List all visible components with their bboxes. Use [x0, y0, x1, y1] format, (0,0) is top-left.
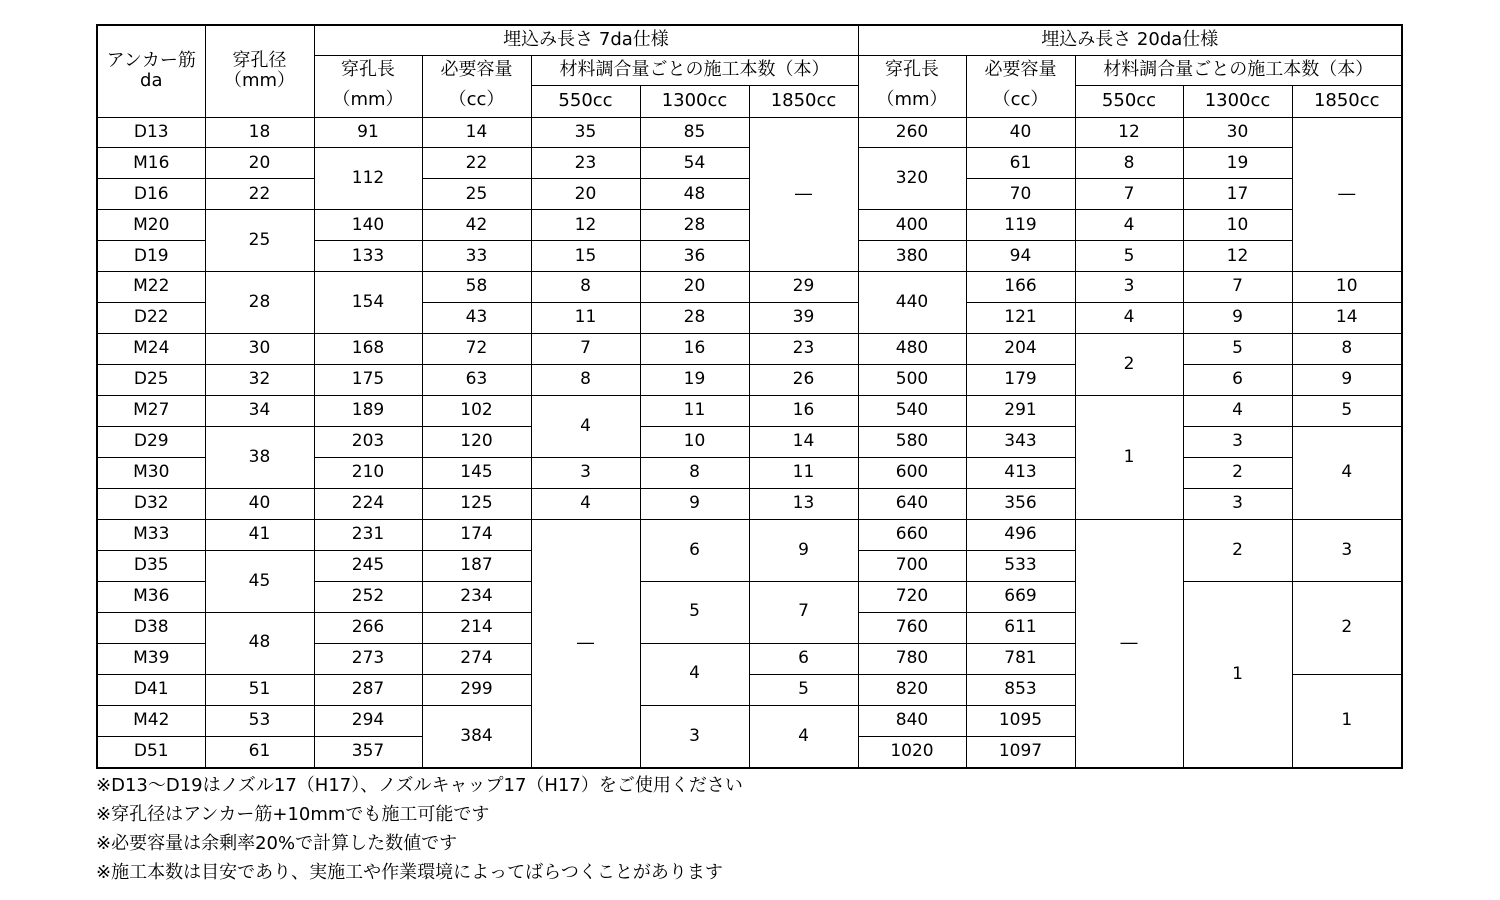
cell-1850cc-20da: 8 [1292, 334, 1402, 365]
cell-hole-dia: 22 [205, 179, 314, 210]
cell-anchor: M33 [97, 519, 205, 550]
cell-1850cc-7da: 5 [749, 674, 858, 705]
cell-volume-7da: 33 [422, 241, 531, 272]
cell-volume-7da: 22 [422, 148, 531, 179]
cell-1300cc-7da: 28 [640, 303, 749, 334]
cell-1300cc-20da: 9 [1183, 303, 1292, 334]
cell-hole-len-20da: 640 [858, 488, 966, 519]
cell-volume-7da: 299 [422, 674, 531, 705]
cell-550cc-7da: 8 [531, 272, 640, 303]
cell-hole-len-20da: 720 [858, 581, 966, 612]
cell-volume-7da: 274 [422, 643, 531, 674]
cell-1300cc-20da: 12 [1183, 241, 1292, 272]
cell-550cc-7da: 3 [531, 457, 640, 488]
cell-anchor: M20 [97, 210, 205, 241]
cell-1300cc-7da: 48 [640, 179, 749, 210]
cell-volume-20da: 496 [966, 519, 1075, 550]
cell-hole-len-7da: 91 [314, 117, 422, 148]
cell-1850cc-7da: 39 [749, 303, 858, 334]
cell-1850cc-7da: 16 [749, 396, 858, 427]
table-row [97, 117, 1402, 148]
cell-hole-len-20da: 700 [858, 550, 966, 581]
cell-1850cc-20da: 4 [1292, 427, 1402, 520]
cell-anchor: D25 [97, 365, 205, 396]
cell-550cc-7da: 23 [531, 148, 640, 179]
cell-550cc-7da: 4 [531, 396, 640, 458]
cell-volume-7da: 58 [422, 272, 531, 303]
cell-1850cc-20da: 10 [1292, 272, 1402, 303]
cell-hole-dia: 30 [205, 334, 314, 365]
cell-volume-20da: 119 [966, 210, 1075, 241]
cell-volume-7da: 187 [422, 550, 531, 581]
cell-volume-7da: 145 [422, 457, 531, 488]
cell-1300cc-7da: 5 [640, 581, 749, 643]
cell-hole-len-7da: 231 [314, 519, 422, 550]
footnote-hole-dia: ※穿孔径はアンカー筋+10mmでも施工可能です [96, 804, 490, 825]
cell-1300cc-20da: 4 [1183, 396, 1292, 427]
cell-hole-len-20da: 540 [858, 396, 966, 427]
cell-550cc-7da: 15 [531, 241, 640, 272]
cell-1850cc-7da: 29 [749, 272, 858, 303]
cell-1850cc-7da: 11 [749, 457, 858, 488]
cell-1850cc-7da: 13 [749, 488, 858, 519]
table-row [97, 396, 1402, 427]
cell-1850cc-20da: 5 [1292, 396, 1402, 427]
cell-anchor: D22 [97, 303, 205, 334]
header-volume-unit-20da: （cc） [966, 85, 1075, 117]
cell-1300cc-7da: 54 [640, 148, 749, 179]
cell-hole-len-20da: 660 [858, 519, 966, 550]
footnote-volume: ※必要容量は余剰率20%で計算した数値です [96, 833, 458, 854]
cell-volume-7da: 120 [422, 427, 531, 458]
table-row [97, 334, 1402, 365]
cell-1300cc-7da: 10 [640, 427, 749, 458]
cell-anchor: M42 [97, 705, 205, 736]
cell-1300cc-7da: 28 [640, 210, 749, 241]
cell-volume-20da: 413 [966, 457, 1075, 488]
cell-1850cc-20da: 9 [1292, 365, 1402, 396]
cell-hole-dia: 51 [205, 674, 314, 705]
cell-hole-len-7da: 203 [314, 427, 422, 458]
cell-hole-len-7da: 168 [314, 334, 422, 365]
cell-hole-len-7da: 273 [314, 643, 422, 674]
cell-hole-len-20da: 320 [858, 148, 966, 210]
header-hole-len-7da: 穿孔長 [314, 55, 422, 85]
cell-1300cc-20da: 30 [1183, 117, 1292, 148]
cell-550cc-7da: 11 [531, 303, 640, 334]
cell-1850cc-20da: 14 [1292, 303, 1402, 334]
cell-550cc-20da: 4 [1075, 210, 1183, 241]
cell-hole-len-20da: 780 [858, 643, 966, 674]
cell-volume-7da: 63 [422, 365, 531, 396]
cell-1300cc-20da: 3 [1183, 427, 1292, 458]
cell-anchor: D19 [97, 241, 205, 272]
cell-volume-7da: 42 [422, 210, 531, 241]
header-count-7da: 材料調合量ごとの施工本数（本） [531, 55, 858, 85]
cell-1300cc-20da: 2 [1183, 519, 1292, 581]
cell-volume-7da: 125 [422, 488, 531, 519]
cell-hole-dia: 28 [205, 272, 314, 334]
footnotes [96, 771, 1396, 887]
cell-hole-dia: 34 [205, 396, 314, 427]
cell-1850cc-20da: 2 [1292, 581, 1402, 674]
cell-hole-len-7da: 287 [314, 674, 422, 705]
cell-hole-len-20da: 260 [858, 117, 966, 148]
cell-volume-7da: 25 [422, 179, 531, 210]
cell-volume-20da: 61 [966, 148, 1075, 179]
table-row [97, 365, 1402, 396]
cell-volume-20da: 611 [966, 612, 1075, 643]
cell-1850cc-7da: 14 [749, 427, 858, 458]
cell-550cc-7da: 35 [531, 117, 640, 148]
cell-volume-7da: 102 [422, 396, 531, 427]
cell-hole-len-7da: 294 [314, 705, 422, 736]
cell-hole-dia: 18 [205, 117, 314, 148]
cell-volume-7da: 43 [422, 303, 531, 334]
cell-hole-len-7da: 210 [314, 457, 422, 488]
cell-hole-len-20da: 480 [858, 334, 966, 365]
header-550cc-7da: 550cc [531, 85, 640, 117]
header-1850cc-7da: 1850cc [749, 85, 858, 117]
cell-volume-20da: 291 [966, 396, 1075, 427]
cell-550cc-20da: 3 [1075, 272, 1183, 303]
cell-hole-len-7da: 245 [314, 550, 422, 581]
cell-1850cc-7da: 23 [749, 334, 858, 365]
cell-1850cc-7da: 6 [749, 643, 858, 674]
cell-550cc-7da: ― [531, 519, 640, 768]
cell-550cc-20da: ― [1075, 519, 1183, 768]
cell-550cc-20da: 4 [1075, 303, 1183, 334]
cell-hole-len-7da: 140 [314, 210, 422, 241]
cell-hole-dia: 48 [205, 612, 314, 674]
cell-550cc-7da: 7 [531, 334, 640, 365]
cell-1850cc-7da: 9 [749, 519, 858, 581]
cell-volume-20da: 166 [966, 272, 1075, 303]
cell-1850cc-7da: 4 [749, 705, 858, 768]
cell-550cc-20da: 12 [1075, 117, 1183, 148]
cell-1300cc-20da: 19 [1183, 148, 1292, 179]
cell-hole-dia: 53 [205, 705, 314, 736]
cell-hole-len-20da: 500 [858, 365, 966, 396]
cell-hole-len-20da: 840 [858, 705, 966, 736]
cell-volume-20da: 853 [966, 674, 1075, 705]
cell-anchor: M24 [97, 334, 205, 365]
cell-volume-20da: 121 [966, 303, 1075, 334]
footnote-count: ※施工本数は目安であり、実施工や作業環境によってばらつくことがあります [96, 862, 723, 883]
cell-hole-len-7da: 357 [314, 736, 422, 768]
cell-1300cc-20da: 5 [1183, 334, 1292, 365]
header-1300cc-7da: 1300cc [640, 85, 749, 117]
cell-anchor: D41 [97, 674, 205, 705]
cell-550cc-20da: 2 [1075, 334, 1183, 396]
cell-anchor: D38 [97, 612, 205, 643]
cell-anchor: D13 [97, 117, 205, 148]
table-row [97, 519, 1402, 550]
cell-volume-20da: 70 [966, 179, 1075, 210]
cell-550cc-7da: 20 [531, 179, 640, 210]
cell-1300cc-7da: 16 [640, 334, 749, 365]
cell-hole-len-7da: 112 [314, 148, 422, 210]
cell-hole-len-7da: 224 [314, 488, 422, 519]
cell-hole-dia: 38 [205, 427, 314, 489]
cell-hole-dia: 40 [205, 488, 314, 519]
cell-1300cc-7da: 11 [640, 396, 749, 427]
cell-hole-len-7da: 154 [314, 272, 422, 334]
cell-1850cc-20da: ― [1292, 117, 1402, 272]
cell-1300cc-20da: 6 [1183, 365, 1292, 396]
header-hole-dia: 穿孔径 （mm） [205, 25, 314, 117]
cell-hole-dia: 45 [205, 550, 314, 612]
cell-volume-20da: 343 [966, 427, 1075, 458]
cell-hole-len-20da: 580 [858, 427, 966, 458]
header-volume-unit-7da: （cc） [422, 85, 531, 117]
cell-hole-len-20da: 760 [858, 612, 966, 643]
cell-anchor: D32 [97, 488, 205, 519]
cell-550cc-7da: 8 [531, 365, 640, 396]
cell-1300cc-7da: 8 [640, 457, 749, 488]
header-count-20da: 材料調合量ごとの施工本数（本） [1075, 55, 1402, 85]
cell-volume-20da: 204 [966, 334, 1075, 365]
cell-550cc-20da: 7 [1075, 179, 1183, 210]
cell-hole-len-7da: 189 [314, 396, 422, 427]
cell-550cc-20da: 8 [1075, 148, 1183, 179]
cell-volume-20da: 1095 [966, 705, 1075, 736]
cell-anchor: M30 [97, 457, 205, 488]
cell-volume-20da: 179 [966, 365, 1075, 396]
header-spec-20da: 埋込み長さ 20da仕様 [858, 25, 1402, 55]
cell-anchor: M16 [97, 148, 205, 179]
cell-volume-7da: 384 [422, 705, 531, 768]
cell-550cc-20da: 1 [1075, 396, 1183, 520]
header-volume-7da: 必要容量 [422, 55, 531, 85]
header-1300cc-20da: 1300cc [1183, 85, 1292, 117]
cell-anchor: M36 [97, 581, 205, 612]
cell-hole-dia: 32 [205, 365, 314, 396]
cell-hole-dia: 61 [205, 736, 314, 768]
cell-1300cc-20da: 17 [1183, 179, 1292, 210]
cell-1300cc-7da: 3 [640, 705, 749, 768]
cell-volume-20da: 669 [966, 581, 1075, 612]
header-hole-len-unit-20da: （mm） [858, 85, 966, 117]
cell-volume-7da: 174 [422, 519, 531, 550]
cell-anchor: D35 [97, 550, 205, 581]
cell-hole-len-20da: 600 [858, 457, 966, 488]
cell-1300cc-20da: 10 [1183, 210, 1292, 241]
cell-volume-7da: 72 [422, 334, 531, 365]
cell-volume-20da: 356 [966, 488, 1075, 519]
cell-hole-len-7da: 266 [314, 612, 422, 643]
anchor-spec-table [96, 24, 1403, 769]
cell-volume-20da: 781 [966, 643, 1075, 674]
header-volume-20da: 必要容量 [966, 55, 1075, 85]
cell-1850cc-7da: ― [749, 117, 858, 272]
cell-1300cc-7da: 9 [640, 488, 749, 519]
cell-hole-dia: 41 [205, 519, 314, 550]
cell-1300cc-7da: 4 [640, 643, 749, 705]
cell-1850cc-7da: 7 [749, 581, 858, 643]
cell-anchor: D16 [97, 179, 205, 210]
cell-1850cc-20da: 3 [1292, 519, 1402, 581]
cell-1300cc-7da: 36 [640, 241, 749, 272]
cell-anchor: D29 [97, 427, 205, 458]
cell-1300cc-7da: 6 [640, 519, 749, 581]
header-1850cc-20da: 1850cc [1292, 85, 1402, 117]
cell-1300cc-20da: 3 [1183, 488, 1292, 519]
header-hole-len-unit-7da: （mm） [314, 85, 422, 117]
header-hole-len-20da: 穿孔長 [858, 55, 966, 85]
cell-hole-dia: 20 [205, 148, 314, 179]
cell-anchor: M39 [97, 643, 205, 674]
cell-hole-len-7da: 175 [314, 365, 422, 396]
footnote-nozzle: ※D13～D19はノズル17（H17）、ノズルキャップ17（H17）をご使用ください [96, 775, 743, 796]
cell-anchor: M22 [97, 272, 205, 303]
cell-hole-len-20da: 400 [858, 210, 966, 241]
cell-1300cc-7da: 19 [640, 365, 749, 396]
cell-hole-len-7da: 133 [314, 241, 422, 272]
cell-volume-20da: 533 [966, 550, 1075, 581]
table-row [97, 272, 1402, 303]
cell-hole-len-20da: 1020 [858, 736, 966, 768]
cell-volume-20da: 40 [966, 117, 1075, 148]
cell-1300cc-7da: 20 [640, 272, 749, 303]
cell-550cc-7da: 4 [531, 488, 640, 519]
table-row [97, 488, 1402, 519]
cell-1300cc-20da: 7 [1183, 272, 1292, 303]
cell-hole-len-20da: 440 [858, 272, 966, 334]
cell-550cc-7da: 12 [531, 210, 640, 241]
cell-hole-dia: 25 [205, 210, 314, 272]
cell-hole-len-20da: 380 [858, 241, 966, 272]
cell-anchor: D51 [97, 736, 205, 768]
cell-volume-20da: 1097 [966, 736, 1075, 768]
cell-hole-len-7da: 252 [314, 581, 422, 612]
cell-1300cc-20da: 2 [1183, 457, 1292, 488]
cell-1300cc-20da: 1 [1183, 581, 1292, 768]
cell-1850cc-7da: 26 [749, 365, 858, 396]
header-anchor: アンカー筋 da [97, 25, 205, 117]
header-spec-7da: 埋込み長さ 7da仕様 [314, 25, 858, 55]
cell-550cc-20da: 5 [1075, 241, 1183, 272]
cell-1300cc-7da: 85 [640, 117, 749, 148]
cell-volume-20da: 94 [966, 241, 1075, 272]
table-row [97, 427, 1402, 458]
cell-volume-7da: 214 [422, 612, 531, 643]
cell-anchor: M27 [97, 396, 205, 427]
cell-volume-7da: 14 [422, 117, 531, 148]
cell-volume-7da: 234 [422, 581, 531, 612]
header-550cc-20da: 550cc [1075, 85, 1183, 117]
cell-hole-len-20da: 820 [858, 674, 966, 705]
cell-1850cc-20da: 1 [1292, 674, 1402, 768]
